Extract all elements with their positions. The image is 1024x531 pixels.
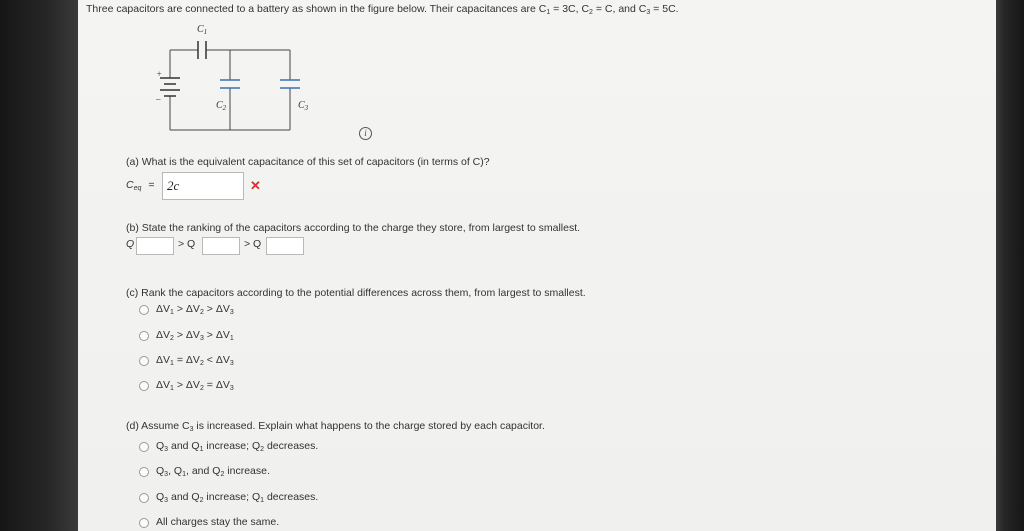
question-d: (d) Assume C3 is increased. Explain what happens to the charge stored by each capacitor. <box>126 420 545 433</box>
intro-text: Three capacitors are connected to a battery as shown in the figure below. Their capacitances are C1 = 3C, C2 = C, and C3 = 5C. <box>86 3 679 16</box>
question-a: (a) What is the equivalent capacitance of this set of capacitors (in terms of C)? <box>126 156 490 168</box>
battery-plus: + <box>156 69 163 79</box>
capacitor-c1 <box>198 41 206 59</box>
radio-d-option-3[interactable] <box>139 493 149 503</box>
label-c3: $C_3$ <box>298 100 309 112</box>
option-c-4: ΔV1 > ΔV2 = ΔV3 <box>156 379 234 392</box>
ceq-answer-value: 2c <box>167 178 180 193</box>
battery-minus: – <box>156 94 161 104</box>
question-page <box>78 0 996 531</box>
q-label-2: > Q <box>178 238 196 250</box>
label-c1: $C_1$ <box>197 24 208 36</box>
option-c-3: ΔV1 = ΔV2 < ΔV3 <box>156 354 234 367</box>
option-d-4: All charges stay the same. <box>156 516 280 528</box>
info-icon[interactable]: i <box>359 127 372 140</box>
incorrect-icon: ✕ <box>250 178 261 193</box>
radio-c-option-1[interactable] <box>139 305 149 315</box>
radio-d-option-4[interactable] <box>139 518 149 528</box>
radio-d-option-1[interactable] <box>139 442 149 452</box>
radio-c-option-4[interactable] <box>139 381 149 391</box>
option-c-2: ΔV2 > ΔV3 > ΔV1 <box>156 329 234 342</box>
radio-c-option-3[interactable] <box>139 356 149 366</box>
option-d-3: Q3 and Q2 increase; Q1 decreases. <box>156 491 319 504</box>
question-c: (c) Rank the capacitors according to the potential differences across them, from largest to smallest. <box>126 287 586 299</box>
radio-c-option-2[interactable] <box>139 331 149 341</box>
battery <box>160 78 180 96</box>
circuit-diagram <box>148 18 318 136</box>
label-c2: $C_2$ <box>216 100 227 112</box>
monitor-bezel-left <box>0 0 78 531</box>
monitor-bezel-right <box>996 0 1024 531</box>
q-label-3: > Q <box>244 238 262 250</box>
capacitor-c3 <box>280 80 300 88</box>
question-b: (b) State the ranking of the capacitors according to the charge they store, from largest to smallest. <box>126 222 581 234</box>
ceq-answer-input[interactable] <box>162 172 244 200</box>
option-c-1: ΔV1 > ΔV2 > ΔV3 <box>156 303 234 316</box>
option-d-2: Q3, Q1, and Q2 increase. <box>156 465 270 478</box>
option-d-1: Q3 and Q1 increase; Q2 decreases. <box>156 440 319 453</box>
radio-d-option-2[interactable] <box>139 467 149 477</box>
charge-rank-select-1[interactable] <box>136 237 174 255</box>
q-label-1: Q <box>126 238 135 250</box>
charge-rank-select-3[interactable] <box>266 237 304 255</box>
charge-rank-select-2[interactable] <box>202 237 240 255</box>
capacitor-c2 <box>220 80 240 88</box>
ceq-label: Ceq = <box>126 179 155 192</box>
